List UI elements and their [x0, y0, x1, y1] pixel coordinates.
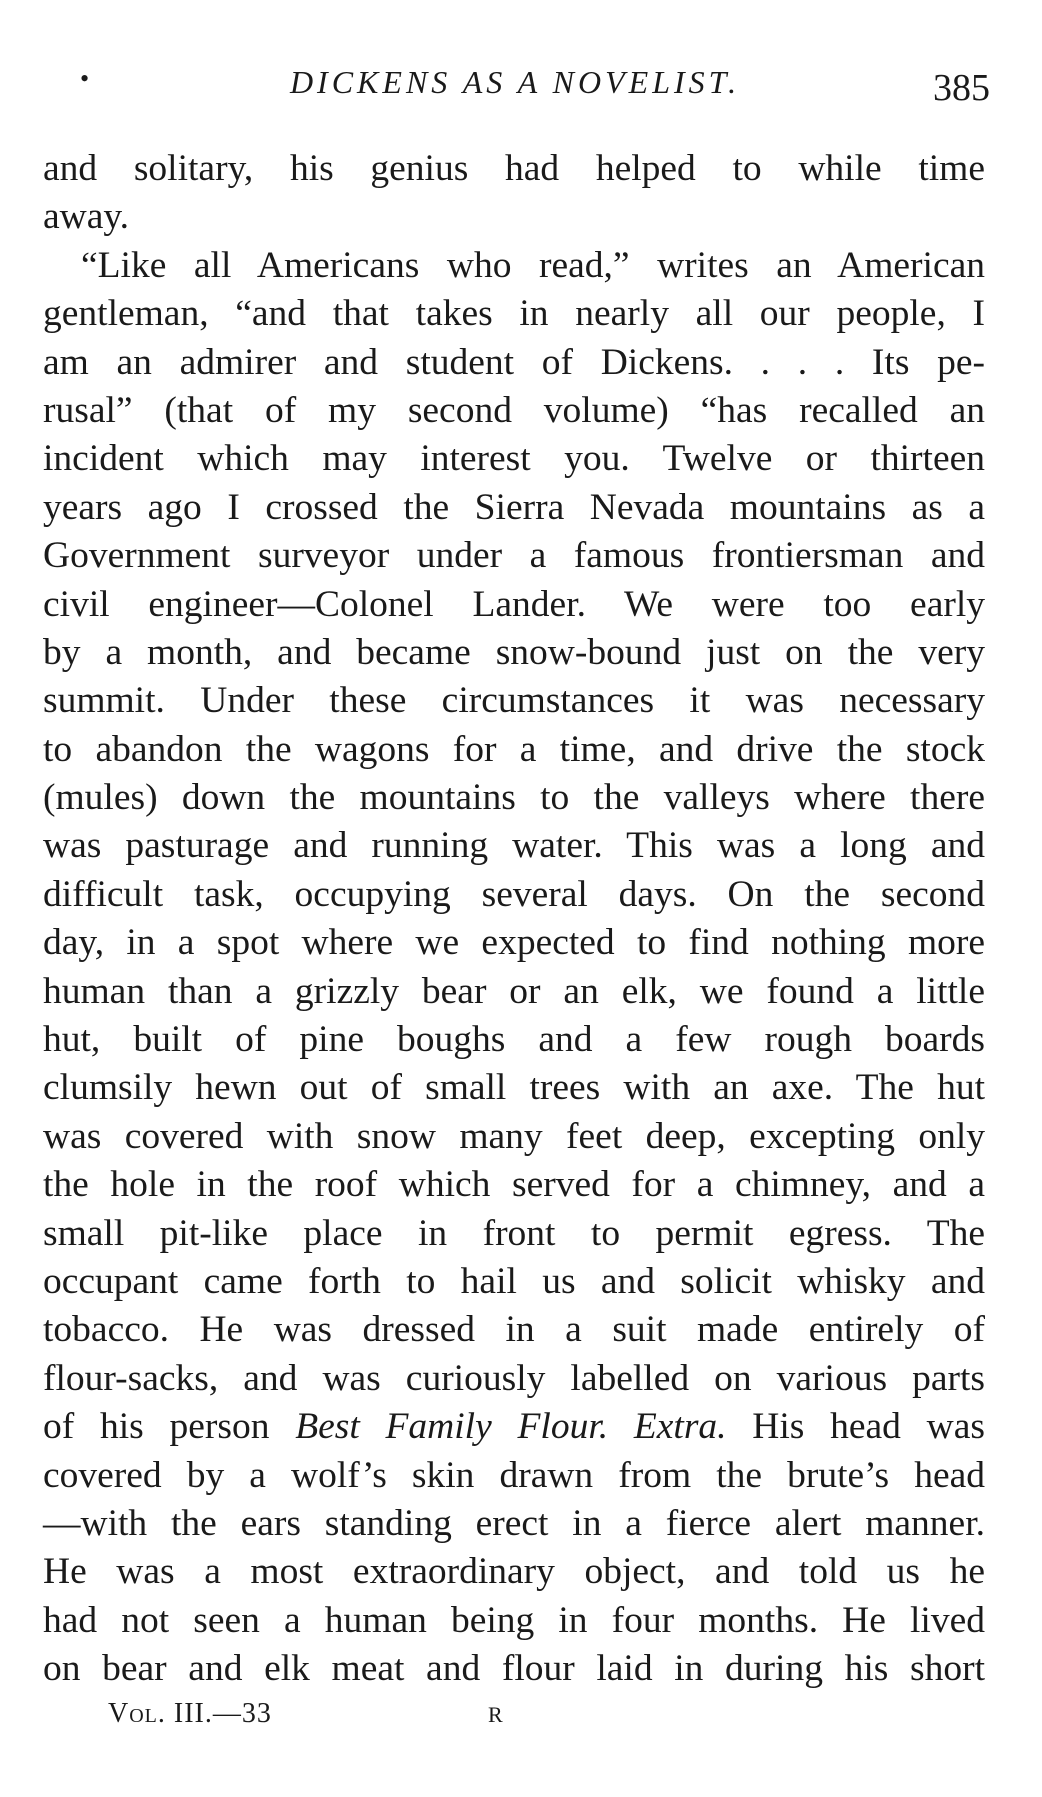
- text-line: and solitary, his genius had helped to while time: [43, 148, 985, 189]
- text-line: on bear and elk meat and flour laid in during his short: [43, 1648, 985, 1690]
- text-line: to abandon the wagons for a time, and drive the stock: [43, 728, 985, 770]
- text-line: Government surveyor under a famous frontiersman and: [43, 535, 985, 577]
- text-line: incident which may interest you. Twelve or thirteen: [43, 438, 985, 480]
- text-line: years ago I crossed the Sierra Nevada mountains as a: [43, 486, 985, 528]
- header-marker: •: [80, 64, 90, 93]
- text-line: He was a most extraordinary object, and told us he: [43, 1551, 985, 1593]
- text-line: gentleman, “and that takes in nearly all our people, I: [43, 293, 985, 335]
- text-line: had not seen a human being in four months. He lived: [43, 1599, 985, 1641]
- text-line: difficult task, occupying several days. On the second: [43, 873, 985, 915]
- text-line: civil engineer—Colonel Lander. We were too early: [43, 583, 985, 625]
- body-text: [43, 145, 985, 1694]
- signature-mark: R: [488, 1702, 503, 1727]
- line-post: His head was: [726, 1406, 985, 1448]
- volume-mark: Vol. III.—33: [108, 1698, 272, 1729]
- text-line: (mules) down the mountains to the valleys where there: [43, 777, 985, 819]
- running-header: [40, 58, 990, 118]
- text-line: summit. Under these circumstances it was necessary: [43, 680, 985, 722]
- page-number: 385: [933, 67, 990, 109]
- text-line: occupant came forth to hail us and solicit whisky and: [43, 1260, 985, 1302]
- text-line: hut, built of pine boughs and a few rough boards: [43, 1019, 985, 1061]
- text-line: day, in a spot where we expected to find nothing more: [43, 922, 985, 964]
- text-line: away.: [43, 196, 130, 238]
- text-line: clumsily hewn out of small trees with an axe. The hut: [43, 1067, 985, 1109]
- text-line: was covered with snow many feet deep, excepting only: [43, 1115, 985, 1157]
- running-title: DICKENS AS A NOVELIST.: [289, 64, 741, 100]
- text-line: human than a grizzly bear or an elk, we found a little: [43, 970, 985, 1012]
- text-line: “Like all Americans who read,” writes an American: [81, 244, 985, 286]
- text-line: tobacco. He was dressed in a suit made entirely of: [43, 1309, 985, 1351]
- text-line: rusal” (that of my second volume) “has recalled an: [43, 389, 985, 431]
- text-line: am an admirer and student of Dickens. . . . Its pe-: [43, 341, 985, 383]
- italic-label-text: Best Family Flour. Extra.: [295, 1406, 727, 1448]
- text-line: covered by a wolf’s skin drawn from the brute’s head: [43, 1454, 985, 1496]
- text-line: was pasturage and running water. This was a long and: [43, 825, 985, 867]
- text-line-italic: [43, 1403, 985, 1451]
- text-line: the hole in the roof which served for a chimney, and a: [43, 1164, 985, 1206]
- text-line: small pit-like place in front to permit egress. The: [43, 1212, 985, 1254]
- text-line: by a month, and became snow-bound just on the very: [43, 631, 985, 673]
- line-pre: of his person: [43, 1406, 296, 1448]
- text-line: —with the ears standing erect in a fierce alert manner.: [43, 1502, 985, 1544]
- text-line: flour-sacks, and was curiously labelled on various parts: [43, 1357, 985, 1399]
